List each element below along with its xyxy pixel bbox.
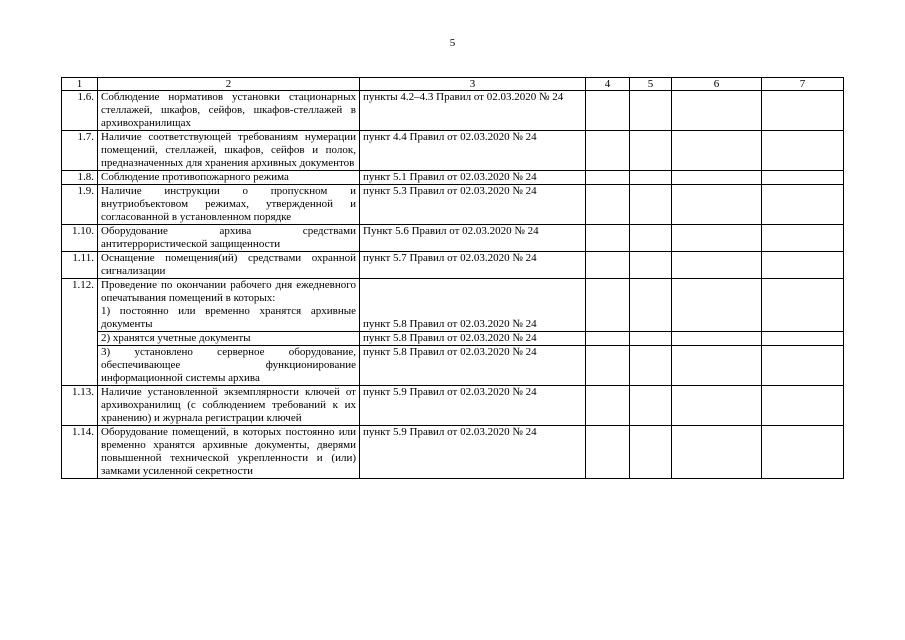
- empty-cell: [762, 225, 844, 252]
- empty-cell: [630, 185, 672, 225]
- regulation-reference: пункты 4.2–4.3 Правил от 02.03.2020 № 24: [360, 91, 586, 131]
- regulation-reference: пункт 5.3 Правил от 02.03.2020 № 24: [360, 185, 586, 225]
- column-number: 2: [98, 78, 360, 91]
- empty-cell: [672, 426, 762, 479]
- requirement-text: Наличие установленной экземплярности ключей от архивохранилищ (с соблюдением требований к их хранению) и журнала регистрации ключей: [98, 386, 360, 426]
- table-row: [62, 171, 844, 185]
- table-row: [62, 332, 844, 346]
- column-number: 7: [762, 78, 844, 91]
- empty-cell: [762, 171, 844, 185]
- row-number: 1.8.: [62, 171, 98, 185]
- table-row: [62, 131, 844, 171]
- empty-cell: [630, 91, 672, 131]
- empty-cell: [762, 279, 844, 332]
- empty-cell: [762, 252, 844, 279]
- requirement-text: Оснащение помещения(ий) средствами охранной сигнализации: [98, 252, 360, 279]
- empty-cell: [762, 131, 844, 171]
- empty-cell: [762, 91, 844, 131]
- empty-cell: [630, 332, 672, 346]
- requirement-text: Наличие инструкции о пропускном и внутриобъектовом режимах, утвержденной и согласованной в установленном порядке: [98, 185, 360, 225]
- empty-cell: [586, 346, 630, 386]
- page-number: 5: [449, 37, 456, 49]
- requirement-subitem: 1) постоянно или временно хранятся архивные документы: [101, 305, 356, 330]
- table-row: [62, 426, 844, 479]
- requirement-intro: Проведение по окончании рабочего дня ежедневного опечатывания помещений в которых:: [101, 279, 356, 304]
- regulation-reference: Пункт 5.6 Правил от 02.03.2020 № 24: [360, 225, 586, 252]
- empty-cell: [586, 252, 630, 279]
- table-row: [62, 185, 844, 225]
- empty-cell: [672, 346, 762, 386]
- empty-cell: [586, 279, 630, 332]
- empty-cell: [630, 252, 672, 279]
- empty-cell: [672, 225, 762, 252]
- empty-cell: [762, 185, 844, 225]
- empty-cell: [672, 171, 762, 185]
- empty-cell: [630, 171, 672, 185]
- empty-cell: [672, 332, 762, 346]
- regulation-reference: пункт 5.7 Правил от 02.03.2020 № 24: [360, 252, 586, 279]
- column-number: 1: [62, 78, 98, 91]
- row-number: 1.6.: [62, 91, 98, 131]
- empty-cell: [586, 426, 630, 479]
- row-number: 1.12.: [62, 279, 98, 386]
- empty-cell: [586, 386, 630, 426]
- empty-cell: [630, 426, 672, 479]
- regulation-reference: [360, 279, 586, 332]
- regulation-reference: пункт 5.8 Правил от 02.03.2020 № 24: [360, 346, 586, 386]
- column-number: 5: [630, 78, 672, 91]
- empty-cell: [630, 279, 672, 332]
- empty-cell: [672, 131, 762, 171]
- table-row: [62, 346, 844, 386]
- empty-cell: [586, 185, 630, 225]
- empty-cell: [586, 131, 630, 171]
- empty-cell: [672, 185, 762, 225]
- row-number: 1.14.: [62, 426, 98, 479]
- requirement-text: [98, 279, 360, 332]
- requirement-text: Наличие соответствующей требованиям нумерации помещений, стеллажей, шкафов, сейфов и полок, предназначенных для хранения архивных документов: [98, 131, 360, 171]
- regulation-reference: пункт 5.1 Правил от 02.03.2020 № 24: [360, 171, 586, 185]
- table-row: [62, 91, 844, 131]
- column-number-row: [62, 78, 844, 91]
- empty-cell: [586, 91, 630, 131]
- empty-cell: [630, 225, 672, 252]
- empty-cell: [672, 252, 762, 279]
- regulation-reference: пункт 5.8 Правил от 02.03.2020 № 24: [360, 332, 586, 346]
- empty-cell: [630, 346, 672, 386]
- empty-cell: [630, 131, 672, 171]
- empty-cell: [586, 225, 630, 252]
- column-number: 3: [360, 78, 586, 91]
- empty-cell: [586, 171, 630, 185]
- regulation-reference: пункт 4.4 Правил от 02.03.2020 № 24: [360, 131, 586, 171]
- empty-cell: [672, 91, 762, 131]
- table-row: [62, 225, 844, 252]
- regulation-reference-text: пункт 5.8 Правил от 02.03.2020 № 24: [363, 318, 537, 330]
- requirement-subitem: 2) хранятся учетные документы: [98, 332, 360, 346]
- empty-cell: [762, 346, 844, 386]
- column-number: 4: [586, 78, 630, 91]
- row-number: 1.10.: [62, 225, 98, 252]
- regulation-reference: пункт 5.9 Правил от 02.03.2020 № 24: [360, 386, 586, 426]
- empty-cell: [762, 386, 844, 426]
- requirement-text: Соблюдение противопожарного режима: [98, 171, 360, 185]
- empty-cell: [586, 332, 630, 346]
- empty-cell: [672, 386, 762, 426]
- table-row: [62, 279, 844, 332]
- requirement-text: Оборудование помещений, в которых постоянно или временно хранятся архивные документы, дверями повышенной технической укрепленности и (или) замками усиленной секретности: [98, 426, 360, 479]
- checklist-table: [61, 77, 844, 479]
- requirement-text: Соблюдение нормативов установки стационарных стеллажей, шкафов, сейфов, шкафов-стеллажей в архивохранилищах: [98, 91, 360, 131]
- regulation-reference: пункт 5.9 Правил от 02.03.2020 № 24: [360, 426, 586, 479]
- column-number: 6: [672, 78, 762, 91]
- row-number: 1.11.: [62, 252, 98, 279]
- requirement-text: Оборудование архива средствами антитеррористической защищенности: [98, 225, 360, 252]
- empty-cell: [630, 386, 672, 426]
- table-row: [62, 386, 844, 426]
- row-number: 1.7.: [62, 131, 98, 171]
- empty-cell: [672, 279, 762, 332]
- empty-cell: [762, 426, 844, 479]
- table-row: [62, 252, 844, 279]
- row-number: 1.13.: [62, 386, 98, 426]
- row-number: 1.9.: [62, 185, 98, 225]
- empty-cell: [762, 332, 844, 346]
- requirement-subitem: 3) установлено серверное оборудование, обеспечивающее функционирование информационной системы архива: [98, 346, 360, 386]
